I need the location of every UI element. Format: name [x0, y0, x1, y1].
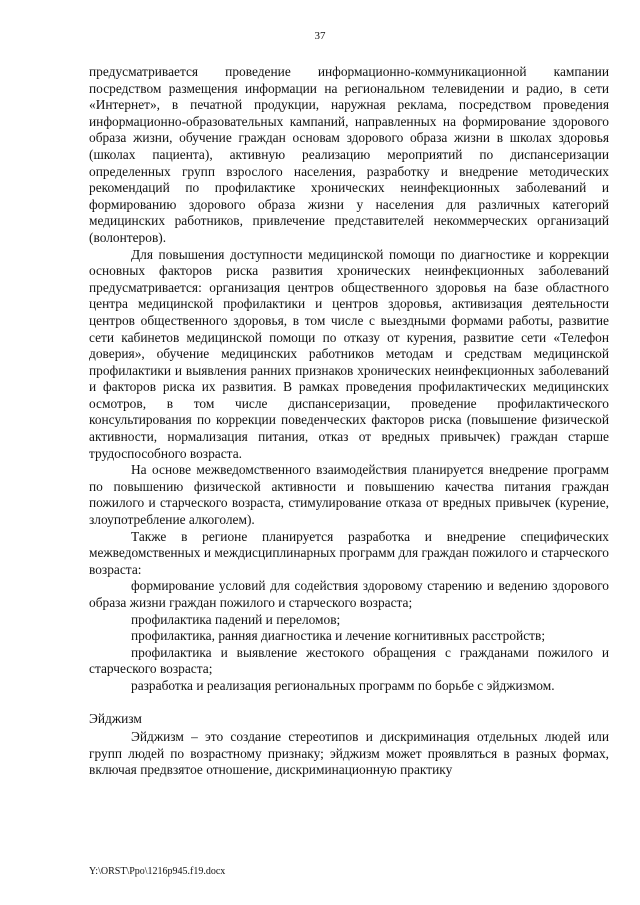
list-item: разработка и реализация региональных программ по борьбе с эйджизмом. — [131, 677, 555, 693]
paragraph-continuation: предусматривается проведение информационно-коммуникационной кампании посредством размещения информации на региональном телевидении и радио, в сети «Интернет», в печатной продукции, наружная реклама, посредством проведения информационно-образовательных кампаний, направленных на формирование здорового образа жизни, обучение граждан основам здорового образа жизни в школах здоровья (школах пациента), активную реализацию мероприятий по диспансеризации определенных групп взрослого населения, разработку и внедрение методических рекомендаций по профилактике хронических неинфекционных заболеваний и формированию здорового образа жизни у населения для различных категорий медицинских работников, привлечение представителей некоммерческих организаций (волонтеров). — [89, 64, 609, 245]
list-item: профилактика, ранняя диагностика и лечение когнитивных расстройств; — [131, 628, 546, 644]
paragraph-accessibility: Для повышения доступности медицинской помощи по диагностике и коррекции основных факторов риска развития хронических неинфекционных заболеваний предусматривается: организация центров общественного здоровья на базе областного центра медицинской профилактики и центров здоровья, активизация деятельности центров общественного здоровья, в том числе с выездными формами работы, развитие сети кабинетов медицинской помощи по отказу от курения, развитие сети «Телефон доверия», обучение медицинских работников методам и средствам медицинской профилактики и выявления ранних признаков хронических неинфекционных заболеваний и факторов риска их развития. В рамках проведения профилактических медицинских осмотров, в том числе диспансеризации, проведение профилактического консультирования по коррекции поведенческих факторов риска (повышение физической активности, нормализация питания, отказ от вредных привычек) граждан старше трудоспособного возраста. — [89, 246, 609, 461]
document-body — [89, 64, 609, 779]
section-paragraph: Эйджизм – это создание стереотипов и дискриминация отдельных людей или групп людей по возрастному признаку; эйджизм может проявляться в разных формах, включая предвзятое отношение, дискриминационную практику — [89, 729, 609, 778]
footer-file-path: Y:\ORST\Ppo\1216p945.f19.docx — [89, 866, 226, 877]
page-number: 37 — [314, 30, 326, 42]
list-item: профилактика падений и переломов; — [131, 611, 341, 627]
paragraph-programs-intro: Также в регионе планируется разработка и внедрение специфических межведомственных и междисциплинарных программ для граждан пожилого и старческого возраста: — [89, 528, 609, 577]
list-item: формирование условий для содействия здоровому старению и ведению здорового образа жизни граждан пожилого и старческого возраста; — [89, 578, 609, 610]
paragraph-interagency: На основе межведомственного взаимодействия планируется внедрение программ по повышению физической активности и повышению качества питания граждан пожилого и старческого возраста, стимулирование отказа от вредных привычек (курение, злоупотребление алкоголем). — [89, 462, 609, 528]
list-item: профилактика и выявление жестокого обращения с гражданами пожилого и старческого возраста; — [89, 644, 609, 677]
section-title: Эйджизм — [89, 710, 142, 726]
